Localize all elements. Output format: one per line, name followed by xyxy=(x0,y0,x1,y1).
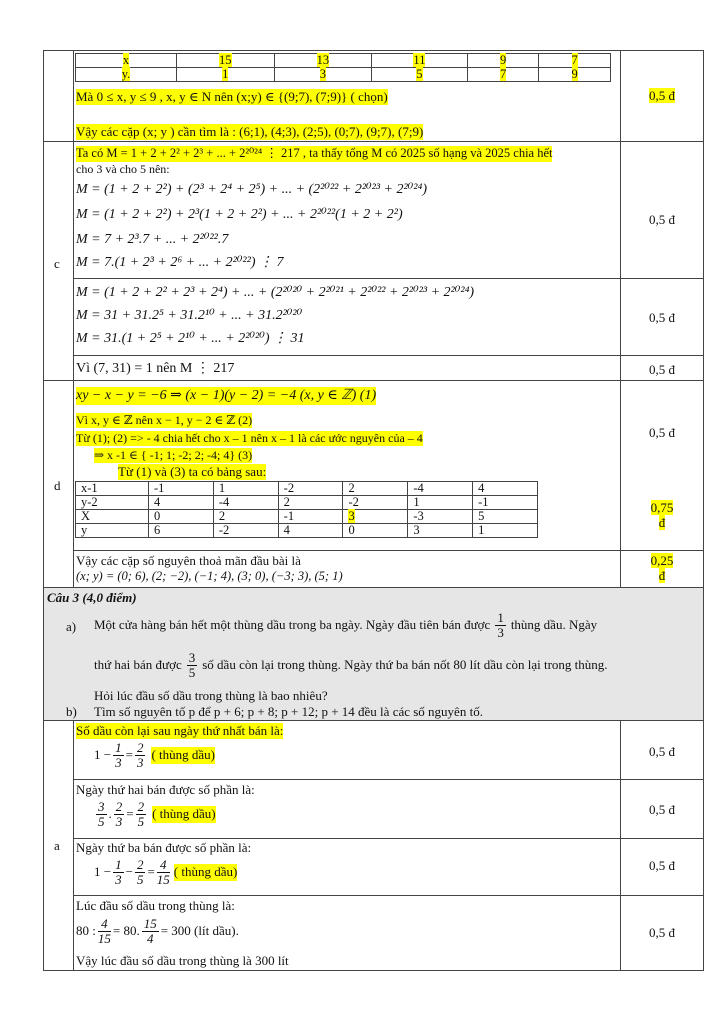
reasoning-line: Từ (1); (2) => - 4 chia hết cho x – 1 nên x – 1 là các ước nguyên của – 4 xyxy=(76,431,423,445)
table-cell: 2 xyxy=(278,496,343,510)
score-label: 0,5 đ xyxy=(649,362,675,377)
row-divider xyxy=(73,838,704,839)
table-cell: 3 xyxy=(319,67,326,81)
equation: M = 31.(1 + 2⁵ + 2¹⁰ + ... + 2²⁰²⁰) ⋮ 31 xyxy=(76,331,305,346)
table-cell: 7 xyxy=(571,53,578,67)
table-cell: -1 xyxy=(149,482,214,496)
reasoning-line: Từ (1) và (3) ta có bảng sau: xyxy=(118,464,267,479)
pairs-result: Vậy các cặp (x; y ) cần tìm là : (6;1), (4;3), (2;5), (0;7), (9;7), (7;9) xyxy=(76,124,424,139)
fraction: $\frac{3}{5}$ xyxy=(98,799,105,829)
score-label: 0,75 đ xyxy=(650,500,674,530)
table-row xyxy=(76,510,538,524)
score-label: 0,5 đ xyxy=(649,858,675,873)
table-cell: 15 xyxy=(219,53,232,67)
score-label: 0,5 đ xyxy=(649,744,675,759)
fraction: $\frac{15}{4}$ xyxy=(143,916,157,946)
table-cell: x xyxy=(122,53,130,67)
outer-right-border xyxy=(703,50,704,970)
table-cell: 7 xyxy=(499,67,507,81)
question-a-line1: Một cửa hàng bán hết một thùng dầu trong ba ngày. Ngày đầu tiên bán được $\frac{1}{3}$ thùng dầu. Ngày xyxy=(94,610,598,640)
equation: xy − x − y = −6 ⇒ (x − 1)(y − 2) = −4 (x, y ∈ ℤ) (1) xyxy=(76,388,377,403)
equation: M = 7 + 2³.7 + ... + 2²⁰²².7 xyxy=(76,232,229,247)
table-cell: 3 xyxy=(408,524,473,538)
table-cell: 6 xyxy=(149,524,214,538)
table-cell: 4 xyxy=(278,524,343,538)
table-row xyxy=(76,68,611,82)
equation: M = 31 + 31.2⁵ + 31.2¹⁰ + ... + 31.2²⁰²⁰ xyxy=(76,308,303,323)
label-column-border-lower xyxy=(73,720,74,970)
item-label: b) xyxy=(66,704,77,719)
part-label-a: a xyxy=(54,838,60,853)
table-cell: y xyxy=(76,524,149,538)
bottom-border xyxy=(43,970,704,971)
conclusion-line: (x; y) = (0; 6), (2; −2), (−1; 4), (3; 0), (−3; 3), (5; 1) xyxy=(76,569,343,583)
table-cell: 5 xyxy=(416,67,423,81)
row-divider xyxy=(73,278,704,279)
equation: M = 7.(1 + 2³ + 2⁶ + ... + 2²⁰²²) ⋮ 7 xyxy=(76,255,284,270)
equation: Vì (7, 31) = 1 nên M ⋮ 217 xyxy=(76,361,235,376)
step-expression: 1 − $\frac{1}{3}$ = $\frac{2}{3}$ ( thùng dầu) xyxy=(94,740,215,770)
table-cell: -4 xyxy=(408,482,473,496)
fraction: $\frac{1}{3}$ xyxy=(115,857,122,887)
table-cell: -2 xyxy=(278,482,343,496)
fraction: $\frac{3}{5}$ xyxy=(188,650,196,680)
step-expression: 1 − $\frac{1}{3}$ − $\frac{2}{5}$ = $\frac{4}{15}$ ( thùng dầu) xyxy=(94,857,238,887)
label-column-border xyxy=(73,50,74,587)
fraction: $\frac{2}{3}$ xyxy=(115,799,123,829)
part-label-d: d xyxy=(54,478,61,493)
row-divider xyxy=(73,550,704,551)
table-row xyxy=(76,54,611,68)
part-label-c: c xyxy=(54,256,60,271)
fraction: $\frac{2}{5}$ xyxy=(136,857,144,887)
outer-left-border xyxy=(43,50,44,970)
step-title: Ngày thứ hai bán được số phần là: xyxy=(76,782,255,797)
divisor-table xyxy=(75,481,538,538)
table-cell: 4 xyxy=(149,496,214,510)
score-label: 0,25 đ xyxy=(650,553,674,583)
score-label: 0,5 đ xyxy=(649,802,675,817)
question-title: Câu 3 (4,0 điểm) xyxy=(47,590,137,605)
part-c-intro-2: cho 3 và cho 5 nên: xyxy=(76,162,170,176)
score-label: 0,5 đ xyxy=(649,212,675,227)
table-cell: 0 xyxy=(343,524,408,538)
equation: M = (1 + 2 + 2²) + 2³(1 + 2 + 2²) + ... + 2²⁰²²(1 + 2 + 2²) xyxy=(76,207,403,222)
fraction: $\frac{2}{3}$ xyxy=(136,740,144,770)
part-c-intro: Ta có M = 1 + 2 + 2² + 2³ + ... + 2²⁰²⁴ ⋮ 217 , ta thấy tổng M có 2025 số hạng và 2025 chia hết xyxy=(76,146,553,160)
table-cell: 5 xyxy=(473,510,538,524)
question-a-line2: thứ hai bán được $\frac{3}{5}$ số dầu còn lại trong thùng. Ngày thứ ba bán nốt 80 lít dầu còn lại trong thùng. xyxy=(94,650,608,680)
row-divider xyxy=(73,355,704,356)
question-a-line3: Hỏi lúc đầu số dầu trong thùng là bao nhiêu? xyxy=(94,688,328,703)
table-row xyxy=(76,496,538,510)
step-title: Lúc đầu số dầu trong thùng là: xyxy=(76,898,235,913)
table-cell: -2 xyxy=(213,524,278,538)
table-cell: 11 xyxy=(413,53,426,67)
table-cell: X xyxy=(76,510,149,524)
reasoning-line: ⇒ x -1 ∈ { -1; 1; -2; 2; -4; 4} (3) xyxy=(94,448,253,462)
fraction: $\frac{4}{15}$ xyxy=(156,857,170,887)
item-label: a) xyxy=(66,619,77,634)
conclusion-line: Vậy lúc đầu số dầu trong thùng là 300 lít xyxy=(76,953,289,968)
score-label: 0,5 đ xyxy=(649,310,675,325)
step-title: Số dầu còn lại sau ngày thứ nhất bán là: xyxy=(76,723,284,738)
fraction: $\frac{1}{3}$ xyxy=(115,740,122,770)
score-label: 0,5 đ xyxy=(649,425,675,440)
top-border xyxy=(43,50,704,51)
row-divider xyxy=(73,895,704,896)
table-cell: 2 xyxy=(343,482,408,496)
row-divider xyxy=(43,380,704,381)
table-row xyxy=(76,524,538,538)
table-cell: 13 xyxy=(316,53,330,67)
table-cell: -4 xyxy=(213,496,278,510)
table-cell: 1 xyxy=(408,496,473,510)
conclusion-line: Vậy các cặp số nguyên thoả mãn đầu bài là xyxy=(76,553,301,568)
reasoning-line: Vì x, y ∈ ℤ nên x − 1, y − 2 ∈ ℤ (2) xyxy=(76,413,253,427)
equation: M = (1 + 2 + 2²) + (2³ + 2⁴ + 2⁵) + ... + (2²⁰²² + 2²⁰²³ + 2²⁰²⁴) xyxy=(76,182,428,197)
equation: M = (1 + 2 + 2² + 2³ + 2⁴) + ... + (2²⁰²⁰ + 2²⁰²¹ + 2²⁰²² + 2²⁰²³ + 2²⁰²⁴) xyxy=(76,285,475,300)
row-divider xyxy=(43,141,704,142)
table-row xyxy=(76,482,538,496)
table-cell: -2 xyxy=(343,496,408,510)
table-cell: -1 xyxy=(473,496,538,510)
table-cell: 0 xyxy=(149,510,214,524)
fraction: $\frac{1}{3}$ xyxy=(497,610,504,640)
question-b-text: Tìm số nguyên tố p để p + 6; p + 8; p + 12; p + 14 đều là các số nguyên tố. xyxy=(94,704,483,719)
step-title: Ngày thứ ba bán được số phần là: xyxy=(76,840,252,855)
table-cell: y-2 xyxy=(76,496,149,510)
table-cell: 4 xyxy=(473,482,538,496)
table-cell: x-1 xyxy=(76,482,149,496)
table-cell: 9 xyxy=(571,67,578,81)
step-expression: $\frac{3}{5}$ . $\frac{2}{3}$ = $\frac{2}{5}$ ( thùng dầu) xyxy=(98,799,216,829)
table-cell: 1 xyxy=(222,67,229,81)
table-cell: -3 xyxy=(408,510,473,524)
fraction: $\frac{4}{15}$ xyxy=(97,916,111,946)
table-cell: -1 xyxy=(278,510,343,524)
table-cell: 1 xyxy=(213,482,278,496)
fraction: $\frac{2}{5}$ xyxy=(137,799,145,829)
row-divider xyxy=(73,779,704,780)
table-cell: y. xyxy=(121,67,131,81)
table-cell: 2 xyxy=(213,510,278,524)
table-cell: 9 xyxy=(499,53,507,67)
table-cell: 1 xyxy=(473,524,538,538)
score-label: 0,5 đ xyxy=(649,925,675,940)
condition-text: Mà 0 ≤ x, y ≤ 9 , x, y ∈ N nên (x;y) ∈ {(9;7), (7;9)} ( chọn) xyxy=(76,89,388,104)
step-expression: 80 : $\frac{4}{15}$ = 80. $\frac{15}{4}$ = 300 (lít dầu). xyxy=(76,916,239,946)
xy-table xyxy=(75,53,611,82)
score-label: 0,5 đ xyxy=(649,88,675,103)
table-cell: 3 xyxy=(343,510,408,524)
